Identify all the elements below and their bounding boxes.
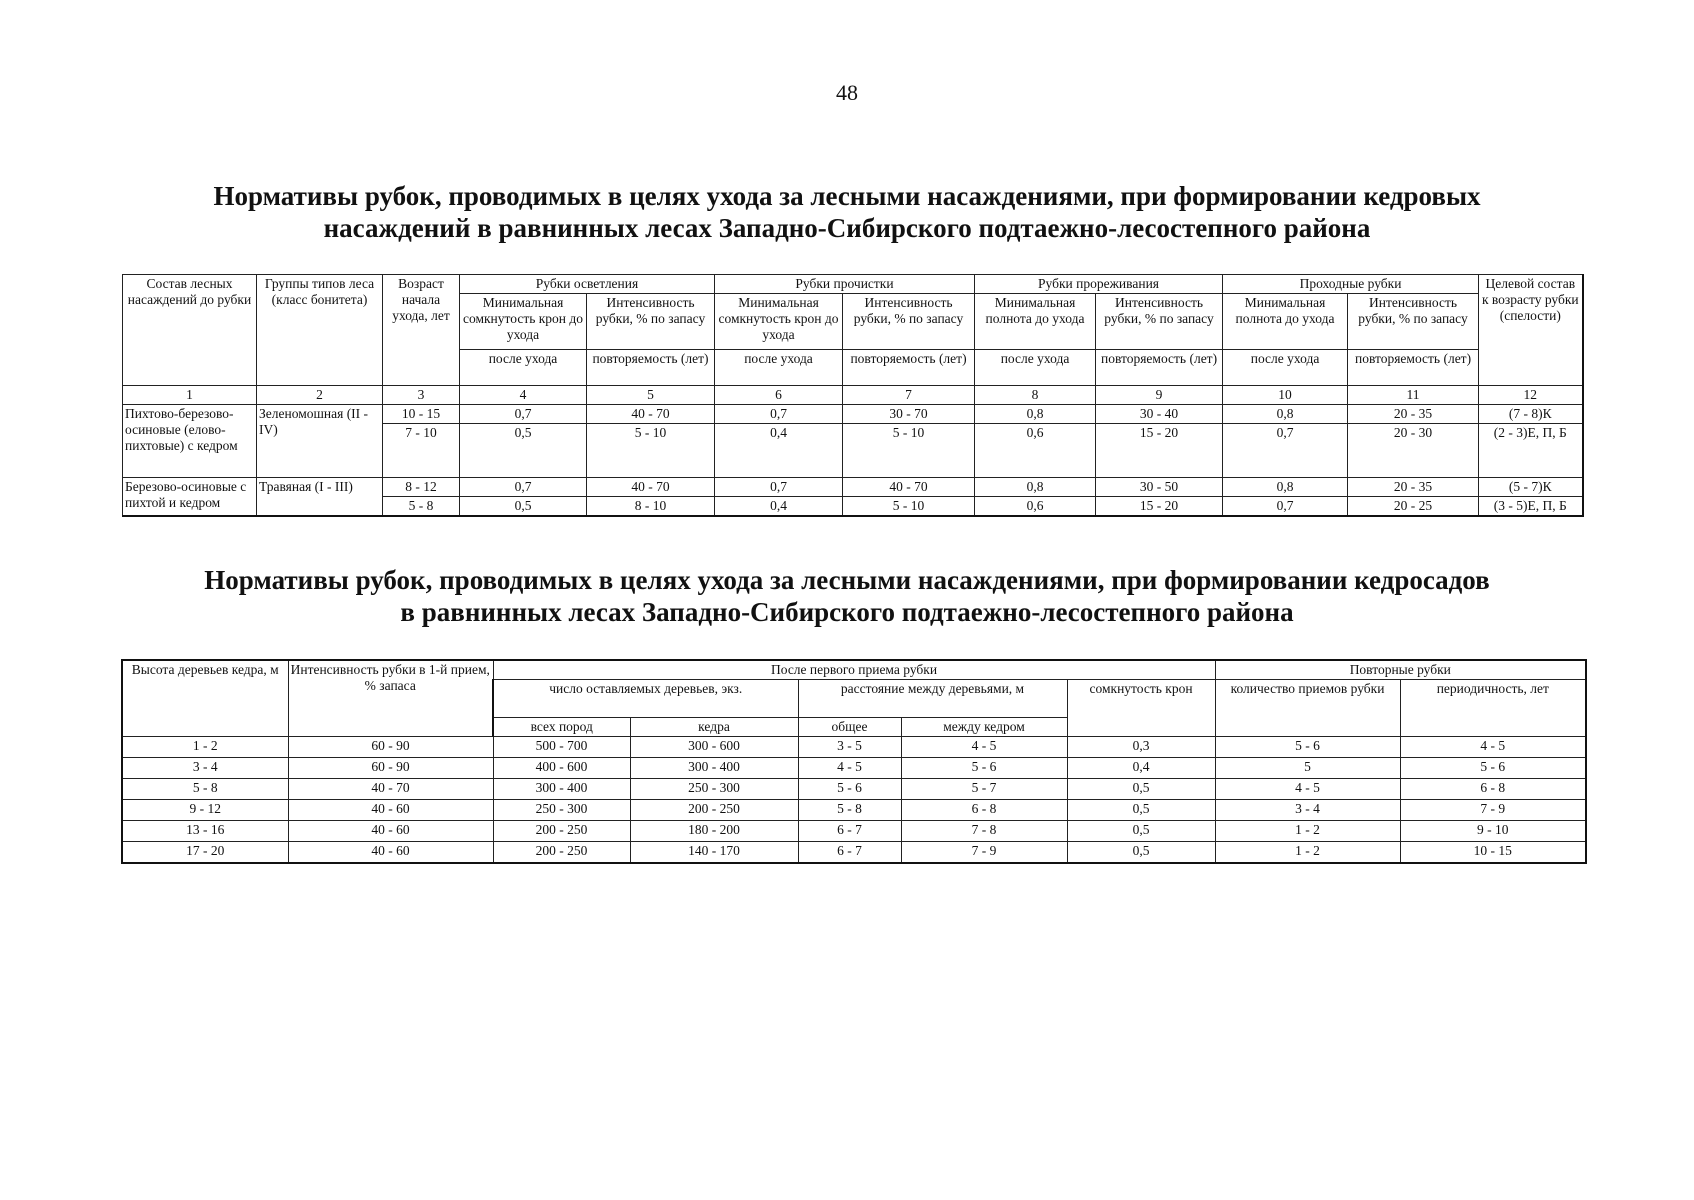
table-row bbox=[123, 405, 1583, 424]
header-sub-top: Интенсивность рубки, % по запасу bbox=[1096, 294, 1223, 350]
table-cell: 250 - 300 bbox=[493, 800, 630, 821]
table-cell: 0,3 bbox=[1067, 737, 1215, 758]
table-row bbox=[122, 779, 1586, 800]
table-cell: 400 - 600 bbox=[493, 758, 630, 779]
header-composition: Состав лесных насаждений до рубки bbox=[123, 275, 257, 386]
header-group-clearing: Рубки осветления bbox=[460, 275, 715, 294]
table-cell: 20 - 30 bbox=[1348, 424, 1479, 478]
table2-title-line1: Нормативы рубок, проводимых в целях ухода за лесными насаждениями, при формировании кедросадов bbox=[204, 565, 1490, 595]
table-cell: 4 - 5 bbox=[1400, 737, 1586, 758]
header-distance: расстояние между деревьями, м bbox=[798, 680, 1067, 718]
table-cell: 5 - 10 bbox=[587, 424, 715, 478]
table-cell: 0,4 bbox=[715, 424, 843, 478]
table-row bbox=[123, 478, 1583, 497]
table-cell: 0,5 bbox=[1067, 821, 1215, 842]
table-cell: 7 - 9 bbox=[901, 842, 1067, 863]
table-cell: 40 - 60 bbox=[288, 800, 493, 821]
table-cell: 0,6 bbox=[975, 424, 1096, 478]
table-cell: 1 - 2 bbox=[1215, 842, 1400, 863]
table-cell: 7 - 8 bbox=[901, 821, 1067, 842]
column-number: 5 bbox=[587, 386, 715, 405]
composition-cell: Пихтово-березово-осиновые (елово-пихтовые) с кедром bbox=[123, 405, 257, 478]
table-cell: 5 - 7 bbox=[901, 779, 1067, 800]
header-sub-top: Интенсивность рубки, % по запасу bbox=[1348, 294, 1479, 350]
table-cell: 0,7 bbox=[715, 405, 843, 424]
header-after-first: После первого приема рубки bbox=[493, 660, 1215, 680]
header-group-passage: Проходные рубки bbox=[1223, 275, 1479, 294]
table-cell: 8 - 10 bbox=[587, 497, 715, 517]
column-number: 12 bbox=[1479, 386, 1583, 405]
header-sub-bottom: после ухода bbox=[1223, 350, 1348, 386]
column-number: 11 bbox=[1348, 386, 1479, 405]
table-cell: 0,5 bbox=[460, 497, 587, 517]
header-group-cleaning: Рубки прочистки bbox=[715, 275, 975, 294]
table-row bbox=[122, 758, 1586, 779]
forest-type-cell: Зеленомошная (II - IV) bbox=[257, 405, 383, 478]
table-cell: 200 - 250 bbox=[493, 821, 630, 842]
header-num-passes: количество приемов рубки bbox=[1215, 680, 1400, 737]
composition-cell: Березово-осиновые с пихтой и кедром bbox=[123, 478, 257, 517]
table-cell: 0,8 bbox=[975, 478, 1096, 497]
table2-title bbox=[0, 564, 1694, 628]
table-cell: 6 - 8 bbox=[901, 800, 1067, 821]
header-sub-bottom: повторяемость (лет) bbox=[1096, 350, 1223, 386]
table-cell: 180 - 200 bbox=[630, 821, 798, 842]
table-cell: 0,4 bbox=[715, 497, 843, 517]
table1-title-line2: насаждений в равнинных лесах Западно-Сибирского подтаежно-лесостепного района bbox=[323, 213, 1371, 243]
table-cell: 0,7 bbox=[715, 478, 843, 497]
table-cell: 10 - 15 bbox=[383, 405, 460, 424]
table-cell: 300 - 400 bbox=[630, 758, 798, 779]
table-cell: 0,7 bbox=[460, 478, 587, 497]
table-cell: 20 - 25 bbox=[1348, 497, 1479, 517]
table-cell: 40 - 60 bbox=[288, 842, 493, 863]
table-cell: (3 - 5)Е, П, Б bbox=[1479, 497, 1583, 517]
column-number: 2 bbox=[257, 386, 383, 405]
column-numbers-row bbox=[123, 386, 1583, 405]
table-cell: 8 - 12 bbox=[383, 478, 460, 497]
table-cell: 40 - 60 bbox=[288, 821, 493, 842]
column-number: 6 bbox=[715, 386, 843, 405]
header-between-cedar: между кедром bbox=[901, 718, 1067, 737]
header-height: Высота деревьев кедра, м bbox=[122, 660, 288, 737]
table-cell: 40 - 70 bbox=[587, 478, 715, 497]
column-number: 1 bbox=[123, 386, 257, 405]
table-cell: 200 - 250 bbox=[630, 800, 798, 821]
header-closure: сомкнутость крон bbox=[1067, 680, 1215, 737]
table-cell: 30 - 50 bbox=[1096, 478, 1223, 497]
header-sub-top: Минимальная сомкнутость крон до ухода bbox=[715, 294, 843, 350]
column-number: 4 bbox=[460, 386, 587, 405]
header-intensity: Интенсивность рубки в 1-й прием, % запаса bbox=[288, 660, 493, 737]
column-number: 7 bbox=[843, 386, 975, 405]
table-cell: 0,8 bbox=[1223, 478, 1348, 497]
table-cell: 15 - 20 bbox=[1096, 424, 1223, 478]
table-cell: 300 - 400 bbox=[493, 779, 630, 800]
header-sub-top: Интенсивность рубки, % по запасу bbox=[587, 294, 715, 350]
table-cell: 0,5 bbox=[1067, 800, 1215, 821]
header-age-start: Возраст начала ухода, лет bbox=[383, 275, 460, 386]
table-cell: 60 - 90 bbox=[288, 737, 493, 758]
table-cell: 4 - 5 bbox=[798, 758, 901, 779]
table-cell: 0,8 bbox=[1223, 405, 1348, 424]
header-sub-bottom: повторяемость (лет) bbox=[587, 350, 715, 386]
table-cell: 5 - 6 bbox=[1215, 737, 1400, 758]
table-cell: 5 - 10 bbox=[843, 424, 975, 478]
header-sub-bottom: повторяемость (лет) bbox=[1348, 350, 1479, 386]
table-cell: (7 - 8)К bbox=[1479, 405, 1583, 424]
header-sub-bottom: повторяемость (лет) bbox=[843, 350, 975, 386]
column-number: 9 bbox=[1096, 386, 1223, 405]
table-cell: 300 - 600 bbox=[630, 737, 798, 758]
table-cell: 7 - 10 bbox=[383, 424, 460, 478]
header-sub-top: Интенсивность рубки, % по запасу bbox=[843, 294, 975, 350]
table-cell: 15 - 20 bbox=[1096, 497, 1223, 517]
header-sub-bottom: после ухода bbox=[715, 350, 843, 386]
table2-title-line2: в равнинных лесах Западно-Сибирского подтаежно-лесостепного района bbox=[400, 597, 1294, 627]
header-sub-top: Минимальная полнота до ухода bbox=[1223, 294, 1348, 350]
table-cell: 9 - 12 bbox=[122, 800, 288, 821]
forest-type-cell: Травяная (I - III) bbox=[257, 478, 383, 517]
table2 bbox=[121, 659, 1587, 864]
table-cell: 40 - 70 bbox=[843, 478, 975, 497]
table-cell: 1 - 2 bbox=[1215, 821, 1400, 842]
header-target: Целевой состав к возрасту рубки (спелости) bbox=[1479, 275, 1583, 386]
header-sub-bottom: после ухода bbox=[460, 350, 587, 386]
table1-title bbox=[0, 180, 1694, 244]
table-cell: 5 - 8 bbox=[122, 779, 288, 800]
table-cell: 250 - 300 bbox=[630, 779, 798, 800]
table1-title-line1: Нормативы рубок, проводимых в целях ухода за лесными насаждениями, при формировании кедровых bbox=[213, 181, 1481, 211]
column-number: 10 bbox=[1223, 386, 1348, 405]
header-sub-top: Минимальная полнота до ухода bbox=[975, 294, 1096, 350]
table-cell: 140 - 170 bbox=[630, 842, 798, 863]
table-cell: 30 - 40 bbox=[1096, 405, 1223, 424]
table-cell: 0,5 bbox=[460, 424, 587, 478]
table-cell: 5 - 8 bbox=[383, 497, 460, 517]
table-row bbox=[122, 821, 1586, 842]
table-cell: 4 - 5 bbox=[901, 737, 1067, 758]
table-cell: 6 - 7 bbox=[798, 821, 901, 842]
table-cell: 3 - 4 bbox=[122, 758, 288, 779]
table-cell: 3 - 4 bbox=[1215, 800, 1400, 821]
table-cell: 5 - 8 bbox=[798, 800, 901, 821]
header-sub-top: Минимальная сомкнутость крон до ухода bbox=[460, 294, 587, 350]
table-cell: 0,7 bbox=[460, 405, 587, 424]
table-cell: 0,7 bbox=[1223, 497, 1348, 517]
table-cell: 6 - 7 bbox=[798, 842, 901, 863]
table-cell: 40 - 70 bbox=[288, 779, 493, 800]
table-cell: 30 - 70 bbox=[843, 405, 975, 424]
table-cell: 9 - 10 bbox=[1400, 821, 1586, 842]
table-cell: 5 - 6 bbox=[798, 779, 901, 800]
table-cell: (2 - 3)Е, П, Б bbox=[1479, 424, 1583, 478]
header-forest-types: Группы типов леса (класс бонитета) bbox=[257, 275, 383, 386]
table-cell: 5 - 6 bbox=[901, 758, 1067, 779]
table-cell: 1 - 2 bbox=[122, 737, 288, 758]
table-cell: 500 - 700 bbox=[493, 737, 630, 758]
header-repeat: Повторные рубки bbox=[1215, 660, 1586, 680]
table-cell: 17 - 20 bbox=[122, 842, 288, 863]
table-cell: 5 - 6 bbox=[1400, 758, 1586, 779]
header-periodicity: периодичность, лет bbox=[1400, 680, 1586, 737]
table-cell: 0,5 bbox=[1067, 842, 1215, 863]
table-cell: 3 - 5 bbox=[798, 737, 901, 758]
table-cell: 5 bbox=[1215, 758, 1400, 779]
table-row bbox=[122, 842, 1586, 863]
table-cell: 0,8 bbox=[975, 405, 1096, 424]
table-cell: 0,4 bbox=[1067, 758, 1215, 779]
table-cell: 5 - 10 bbox=[843, 497, 975, 517]
header-group-thinning: Рубки прореживания bbox=[975, 275, 1223, 294]
table-cell: 20 - 35 bbox=[1348, 405, 1479, 424]
table-cell: 4 - 5 bbox=[1215, 779, 1400, 800]
table-cell: 0,5 bbox=[1067, 779, 1215, 800]
table-cell: 0,6 bbox=[975, 497, 1096, 517]
table-row bbox=[122, 737, 1586, 758]
column-number: 3 bbox=[383, 386, 460, 405]
table-cell: 6 - 8 bbox=[1400, 779, 1586, 800]
page-number: 48 bbox=[836, 80, 858, 105]
header-cedar: кедра bbox=[630, 718, 798, 737]
table-cell: 7 - 9 bbox=[1400, 800, 1586, 821]
header-general: общее bbox=[798, 718, 901, 737]
table-cell: 13 - 16 bbox=[122, 821, 288, 842]
table-cell: 40 - 70 bbox=[587, 405, 715, 424]
table-cell: 60 - 90 bbox=[288, 758, 493, 779]
table-cell: 0,7 bbox=[1223, 424, 1348, 478]
table-cell: (5 - 7)К bbox=[1479, 478, 1583, 497]
header-sub-bottom: после ухода bbox=[975, 350, 1096, 386]
table-cell: 20 - 35 bbox=[1348, 478, 1479, 497]
column-number: 8 bbox=[975, 386, 1096, 405]
table-cell: 10 - 15 bbox=[1400, 842, 1586, 863]
table-cell: 200 - 250 bbox=[493, 842, 630, 863]
table1 bbox=[122, 274, 1584, 517]
header-trees-count: число оставляемых деревьев, экз. bbox=[493, 680, 798, 718]
table-row bbox=[122, 800, 1586, 821]
header-all-species: всех пород bbox=[493, 718, 630, 737]
